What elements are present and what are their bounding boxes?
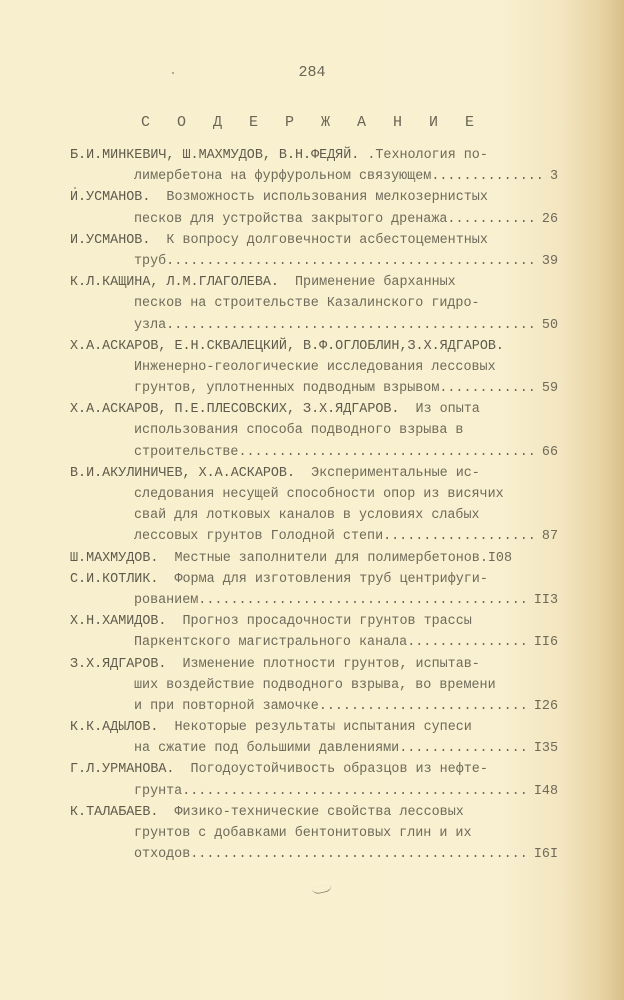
entry-last-line [70,632,558,653]
entry-page-number: 39 [541,253,558,269]
entry-first-line [70,611,558,632]
toc-entry [70,548,558,569]
entry-last-line [70,696,558,717]
entry-first-line [70,463,558,484]
entry-page-number: 59 [541,381,558,397]
entry-title-start: Прогноз просадочности грунтов трассы [166,614,472,630]
entry-title-start: К вопросу долговечности асбестоцементных [150,232,488,248]
toc-entry [70,272,558,336]
leader-dots [407,632,530,653]
entry-title-end: строительстве [134,444,239,460]
entry-first-line [70,145,558,166]
entry-page-number: 3 [549,169,558,185]
entry-title-line: грунтов с добавками бентонитовых глин и их [134,826,472,841]
entry-authors: Х.А.АСКАРОВ, Е.Н.СКВАЛЕЦКИЙ, В.Ф.ОГЛОБЛИН,З.Х.ЯДГАРОВ. [70,338,504,354]
leader-dots [190,844,530,865]
toc-entry [70,611,558,653]
entry-authors: И.УСМАНОВ. [70,190,151,206]
entry-title-end: отходов [134,847,191,863]
entry-authors: К.К.АДЫЛОВ. [70,720,159,736]
entry-last-line [70,209,558,230]
entry-title-line: свай для лотковых каналов в условиях слабых [134,508,480,524]
toc-entry [70,717,558,759]
toc-entry [70,802,558,866]
leader-dots [383,526,538,547]
page-title: С О Д Е Р Ж А Н И Е [140,114,484,131]
entry-authors: К.Л.КАЩИНА, Л.М.ГЛАГОЛЕВА. [70,275,279,291]
entry-first-line [70,272,558,293]
leader-dots [447,209,538,230]
entry-title-end: грунта [134,783,183,799]
entry-title-line: Инженерно-геологические исследования лессовых [134,359,496,375]
entry-title-start: Некоторые результаты испытания супеси [158,720,472,736]
toc-entry [70,230,558,272]
entry-authors: Х.Н.ХАМИДОВ. [70,614,167,630]
entry-page-number: 66 [541,444,558,460]
entry-title-line: следования несущей способности опор из висячих [134,487,504,502]
toc-entry [70,187,558,229]
entry-authors: Х.А.АСКАРОВ, П.Е.ПЛЕСОВСКИХ, З.Х.ЯДГАРОВ. [70,402,400,418]
leader-dots [166,251,538,272]
entry-page-number: I35 [533,741,558,757]
entry-title-start: Возможность использования мелкозернистых [150,190,488,206]
entry-title-start: Экспериментальные ис- [295,465,480,481]
toc-entry [70,759,558,801]
entry-last-line [70,781,558,802]
entry-page-number: I48 [533,783,558,799]
leader-dots [182,781,530,802]
toc-entry [70,569,558,611]
entry-last-line [70,526,558,547]
entry-title-line: ших воздействие подводного взрыва, во времени [134,677,496,693]
entry-title-end: лимербетона на фурфурольном связующем [134,169,432,185]
leader-dots [439,378,538,399]
entry-first-line [70,399,558,420]
entry-page-number: 26 [541,211,558,227]
leader-dots [399,738,530,759]
entry-last-line [70,738,558,759]
leader-dots [198,590,530,611]
entry-page-number: 50 [541,317,558,333]
entry-first-line [70,230,558,251]
entry-title-end: лессовых грунтов Голодной степи [134,529,384,545]
entry-last-line [70,442,558,463]
entry-last-line [70,378,558,399]
entry-title-start: Применение барханных [278,275,456,291]
entry-first-line [70,569,558,590]
leader-dots [238,442,537,463]
entry-title-line: песков на строительстве Казалинского гидро- [134,296,480,312]
entry-first-line [70,336,558,357]
leader-dots [166,315,538,336]
toc-entry [70,463,558,548]
entry-first-line [70,759,558,780]
entry-title-end: Паркентского магистрального канала [134,635,408,651]
entry-first-line [70,548,558,569]
entry-title-start: Погодоустойчивость образцов из нефте- [174,762,488,778]
page-number: 284 [298,64,326,81]
toc-entry [70,399,558,463]
entry-title-start: Физико-технические свойства лессовых [158,804,464,820]
entry-first-line [70,802,558,823]
speck [172,72,174,74]
speck [74,187,76,189]
entry-title-line: использования способа подводного взрыва в [134,423,464,439]
entry-title-end: и при повторной замочке [134,698,319,714]
entry-title-start: Местные заполнители для полимербетонов. [158,550,488,566]
entry-authors: С.И.КОТЛИК. [70,571,159,587]
entry-page-number: I26 [533,698,558,714]
toc-entry [70,145,558,187]
toc-entry [70,654,558,718]
entry-authors: З.Х.ЯДГАРОВ. [70,656,167,672]
entry-last-line [70,590,558,611]
entry-first-line [70,717,558,738]
entry-authors: Г.Л.УРМАНОВА. [70,762,175,778]
entry-title-end: труб [134,253,167,269]
entry-authors: Ш.МАХМУДОВ. [70,550,159,566]
entry-last-line [70,315,558,336]
entry-authors: И.УСМАНОВ. [70,232,151,248]
entry-authors: Б.И.МИНКЕВИЧ, Ш.МАХМУДОВ, В.Н.ФЕДЯЙ. [70,148,360,163]
entry-page-number: I08 [487,550,512,566]
entry-authors: В.И.АКУЛИНИЧЕВ, Х.А.АСКАРОВ. [70,465,295,481]
entry-page-number: I6I [533,847,558,863]
entry-last-line [70,251,558,272]
entry-title-start: .Технология по- [359,148,488,163]
entry-title-start: Форма для изготовления труб центрифуги- [158,571,488,587]
pen-mark [311,884,332,895]
table-of-contents [70,145,558,865]
entry-last-line [70,166,558,187]
toc-entry [70,336,558,400]
entry-first-line [70,654,558,675]
entry-first-line [70,187,558,208]
entry-authors: К.ТАЛАБАЕВ. [70,804,159,820]
entry-title-end: на сжатие под большими давлениями [134,741,400,757]
entry-page-number: 87 [541,529,558,545]
entry-title-end: грунтов, уплотненных подводным взрывом [134,381,440,397]
entry-title-start: Из опыта [399,402,480,418]
entry-last-line [70,844,558,865]
leader-dots [431,166,546,187]
entry-title-end: узла [134,317,167,333]
entry-title-start: Изменение плотности грунтов, испытав- [166,656,480,672]
leader-dots [319,696,530,717]
entry-page-number: II3 [533,592,558,608]
entry-title-end: песков для устройства закрытого дренажа [134,211,448,227]
entry-title-end: рованием [134,592,199,608]
entry-page-number: II6 [533,635,558,651]
